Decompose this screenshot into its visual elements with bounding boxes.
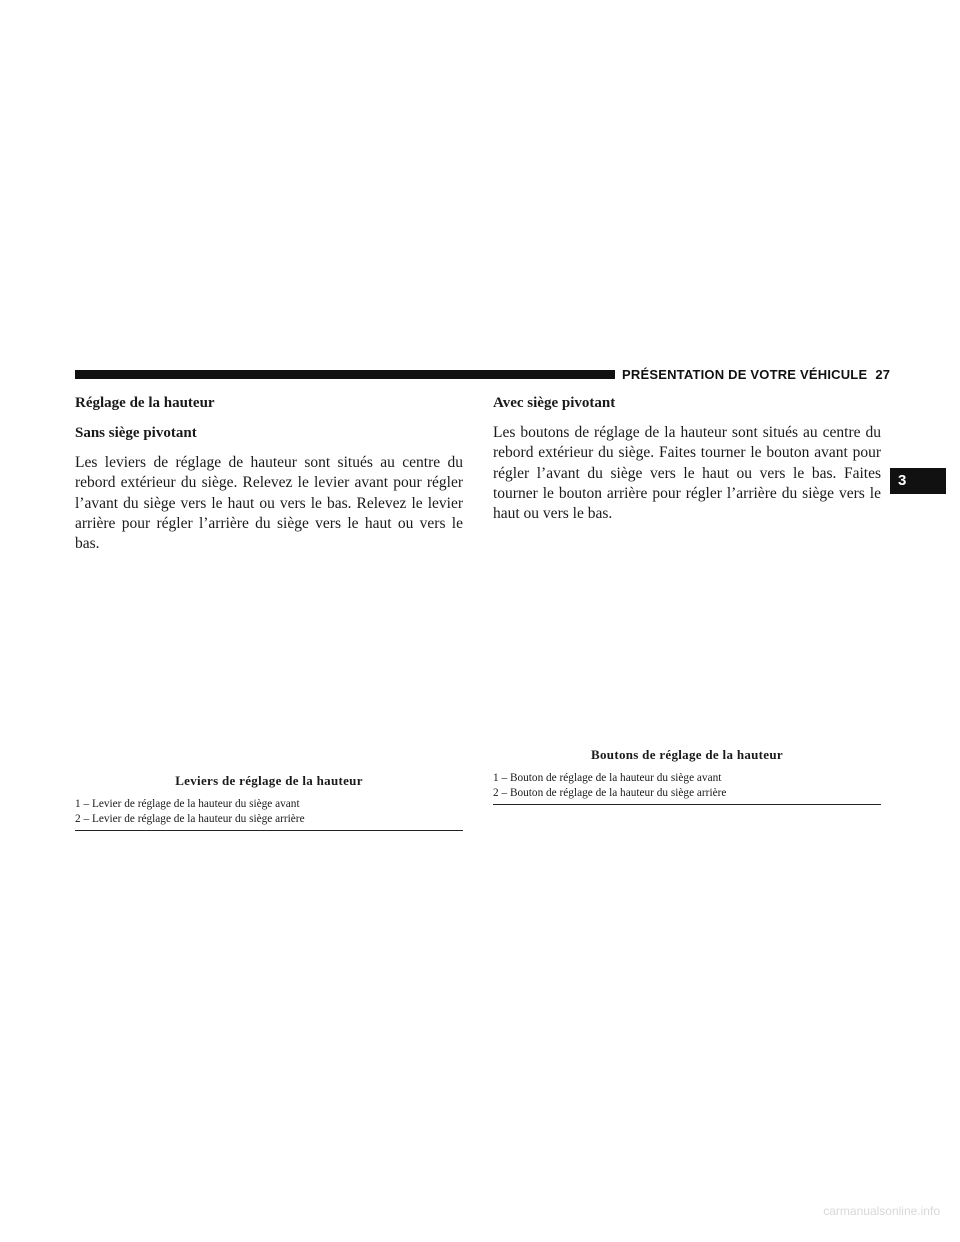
caption-item: 2 – Bouton de réglage de la hauteur du siège arrière — [493, 787, 727, 799]
section-title: PRÉSENTATION DE VOTRE VÉHICULE — [622, 367, 868, 382]
subheading-with-swivel: Avec siège pivotant — [493, 395, 616, 411]
caption-title: Leviers de réglage de la hauteur — [175, 773, 363, 788]
chapter-tab: 3 — [890, 468, 946, 494]
figure-caption-levers — [75, 773, 463, 831]
page-number: 27 — [875, 367, 891, 382]
section-heading: Réglage de la hauteur — [75, 395, 215, 411]
paragraph-without-swivel: Les leviers de réglage de hauteur sont situés au centre du rebord extérieur du siège. Relevez le levier avant pour régler l’avant du siège vers le haut ou vers le bas. Relevez le levier arrière pour régler l’arrière du siège vers le haut ou vers le bas. — [75, 454, 463, 553]
caption-divider — [493, 804, 881, 805]
subheading-without-swivel: Sans siège pivotant — [75, 425, 197, 441]
watermark: carmanualsonline.info — [823, 1204, 940, 1218]
left-column — [75, 393, 463, 554]
caption-item: 2 – Levier de réglage de la hauteur du siège arrière — [75, 813, 305, 825]
caption-item: 1 – Levier de réglage de la hauteur du siège avant — [75, 798, 300, 810]
paragraph-with-swivel: Les boutons de réglage de la hauteur sont situés au centre du rebord extérieur du siège. Faites tourner le bouton avant pour régler l’avant du siège vers le haut ou vers le bas. Faites tourner le bouton arrière pour régler l’arrière du siège vers le haut ou vers le bas. — [493, 424, 881, 523]
caption-item: 1 – Bouton de réglage de la hauteur du siège avant — [493, 772, 722, 784]
header-rule — [75, 370, 615, 379]
caption-divider — [75, 830, 463, 831]
figure-caption-knobs — [493, 747, 881, 805]
running-header — [622, 367, 892, 382]
right-column — [493, 393, 881, 524]
caption-title: Boutons de réglage de la hauteur — [591, 747, 783, 762]
